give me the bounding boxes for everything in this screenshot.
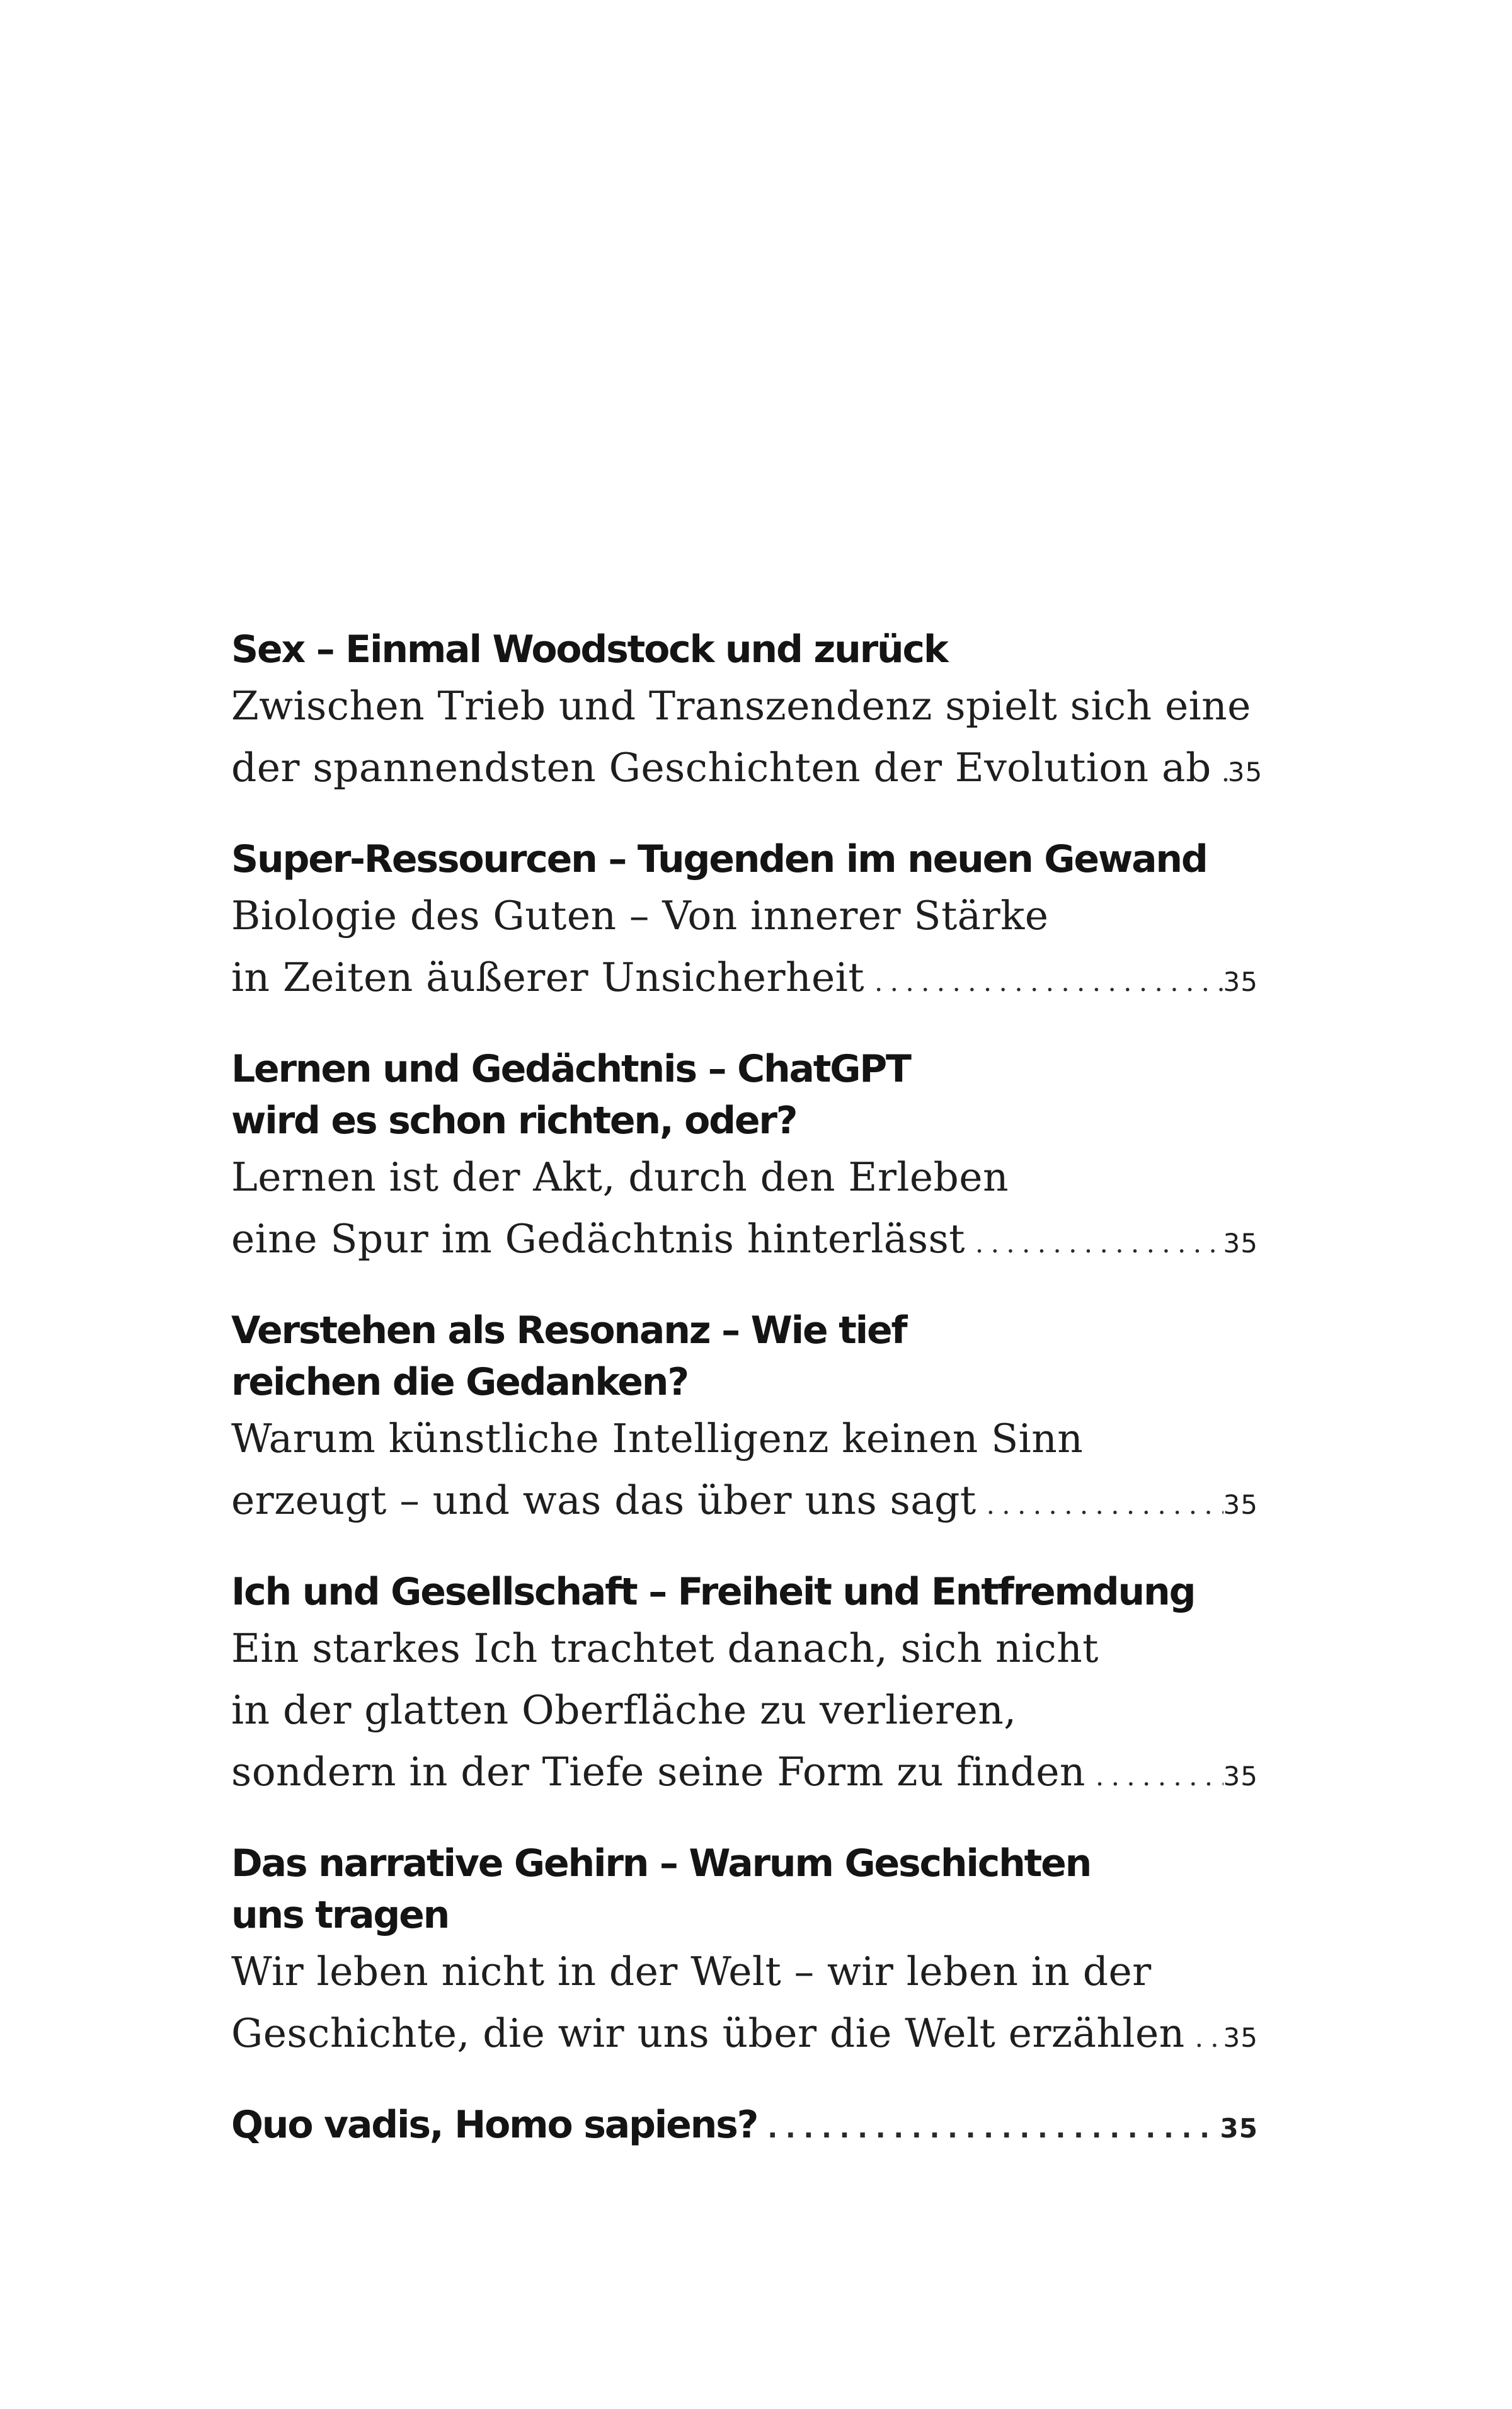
toc-entry-heading: uns tragen: [231, 1893, 449, 1937]
table-of-contents: [231, 624, 1263, 2185]
toc-entry-subtitle: der spannendsten Geschichten der Evolution ab: [231, 745, 1211, 791]
toc-entry-subtitle: Zwischen Trieb und Transzendenz spielt sich eine: [231, 683, 1251, 729]
toc-entry[interactable]: [231, 624, 1263, 803]
toc-entry-last-line: [231, 1208, 1258, 1274]
toc-entry-subtitle: in der glatten Oberfläche zu verlieren,: [231, 1687, 1017, 1733]
dot-leader: [757, 2115, 1220, 2142]
page-number: 35: [1223, 1489, 1258, 1520]
toc-entry-subtitle: Wir leben nicht in der Welt – wir leben in der: [231, 1948, 1152, 1994]
toc-entry-heading-line: [231, 2099, 1258, 2154]
toc-entry-last-line: [231, 1470, 1258, 1536]
toc-entry-subtitle: eine Spur im Gedächtnis hinterlässt: [231, 1216, 965, 1262]
toc-entry-subtitle: Ein starkes Ich trachtet danach, sich nicht: [231, 1625, 1099, 1671]
page-number: 35: [1223, 966, 1258, 997]
page-number: 35: [1223, 1761, 1258, 1792]
toc-entry-last-line: [231, 2003, 1258, 2069]
toc-entry-heading: Quo vadis, Homo sapiens?: [231, 2103, 758, 2147]
toc-entry-last-line: [231, 1741, 1258, 1807]
toc-entry-subtitle: sondern in der Tiefe seine Form zu finden: [231, 1749, 1085, 1795]
toc-entry[interactable]: [231, 1305, 1258, 1536]
toc-entry-heading: Ich und Gesellschaft – Freiheit und Entfremdung: [231, 1570, 1195, 1614]
dot-leader: [976, 1492, 1223, 1518]
toc-entry-final[interactable]: [231, 2099, 1258, 2154]
dot-leader: [864, 969, 1223, 995]
toc-entry-heading: Verstehen als Resonanz – Wie tief: [231, 1308, 907, 1353]
dot-leader: [1085, 1763, 1223, 1790]
toc-entry[interactable]: [231, 833, 1258, 1013]
page-number: 35: [1227, 757, 1263, 787]
dot-leader: [1185, 2025, 1223, 2051]
toc-entry-heading: Lernen und Gedächtnis – ChatGPT: [231, 1047, 910, 1091]
toc-entry-heading: wird es schon richten, oder?: [231, 1099, 797, 1143]
toc-entry-subtitle: Lernen ist der Akt, durch den Erleben: [231, 1154, 1009, 1200]
toc-entry-last-line: [231, 947, 1258, 1013]
dot-leader: [1211, 759, 1228, 786]
toc-entry-subtitle: erzeugt – und was das über uns sagt: [231, 1477, 976, 1523]
toc-entry-subtitle: Biologie des Guten – Von innerer Stärke: [231, 893, 1049, 939]
page-number: 35: [1220, 2113, 1258, 2144]
toc-entry-subtitle: in Zeiten äußerer Unsicherheit: [231, 954, 864, 1000]
toc-entry-heading: Sex – Einmal Woodstock und zurück: [231, 627, 948, 672]
toc-entry[interactable]: [231, 1043, 1258, 1274]
toc-entry[interactable]: [231, 1838, 1258, 2069]
dot-leader: [965, 1230, 1223, 1257]
toc-entry-heading: reichen die Gedanken?: [231, 1360, 688, 1404]
page-number: 35: [1223, 2022, 1258, 2053]
toc-entry[interactable]: [231, 1566, 1258, 1807]
toc-entry-heading: Super-Ressourcen – Tugenden im neuen Gewand: [231, 837, 1207, 881]
toc-entry-subtitle: Geschichte, die wir uns über die Welt erzählen: [231, 2010, 1185, 2056]
toc-entry-subtitle: Warum künstliche Intelligenz keinen Sinn: [231, 1416, 1084, 1462]
toc-entry-heading: Das narrative Gehirn – Warum Geschichten: [231, 1841, 1091, 1885]
page-number: 35: [1223, 1228, 1258, 1259]
toc-entry-last-line: [231, 737, 1263, 803]
